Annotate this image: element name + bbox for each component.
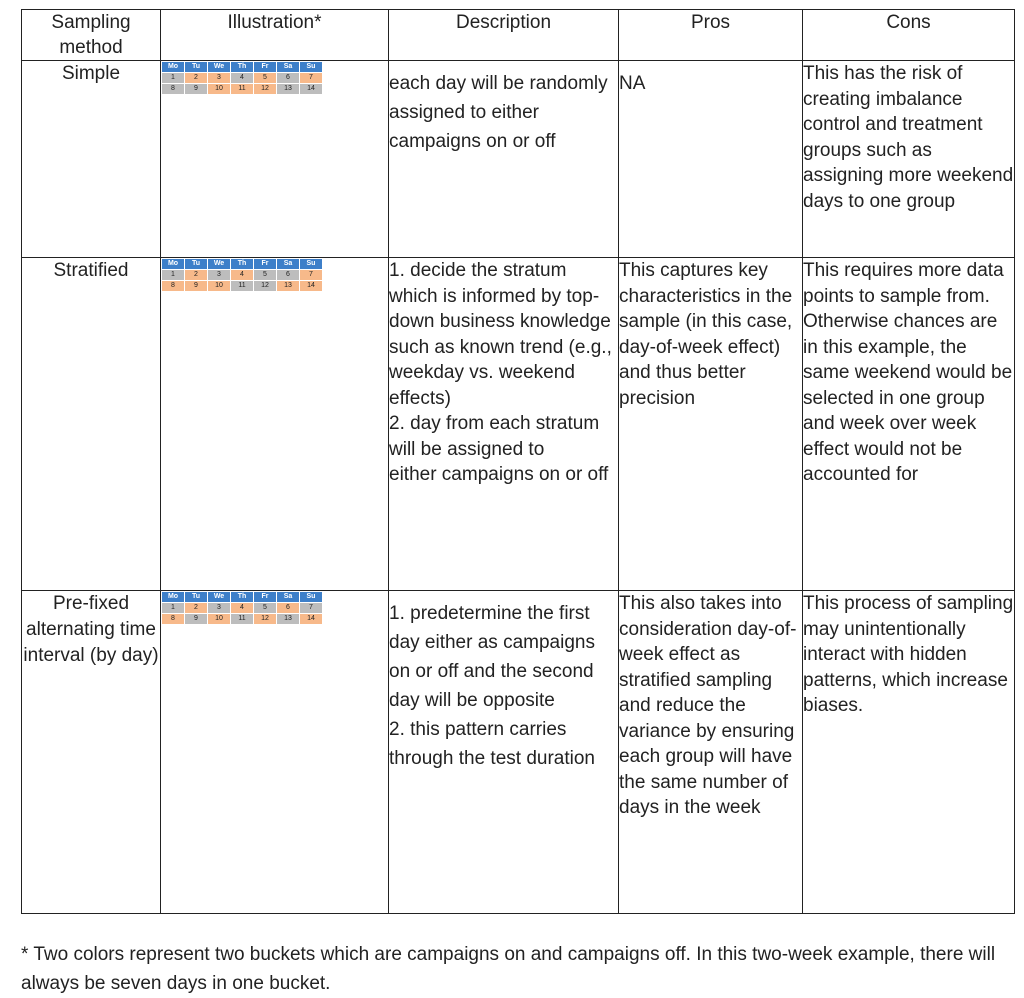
calendar-day-cell: 1 <box>162 270 185 281</box>
sampling-methods-table <box>21 9 1015 914</box>
calendar-day-cell: 9 <box>185 84 208 95</box>
calendar-day-label: Sa <box>277 259 300 270</box>
calendar-day-label: Tu <box>185 259 208 270</box>
calendar-day-label: Su <box>300 259 323 270</box>
calendar-day-cell: 7 <box>300 73 323 84</box>
method-cell: Simple <box>22 61 161 258</box>
header-cons: Cons <box>803 10 1015 61</box>
cons-cell: This has the risk of creating imbalance control and treatment groups such as assigning more weekend days to one group <box>803 61 1015 258</box>
calendar-day-label: We <box>208 62 231 73</box>
calendar-day-cell: 6 <box>277 270 300 281</box>
calendar-day-cell: 3 <box>208 73 231 84</box>
calendar-day-cell: 10 <box>208 614 231 625</box>
calendar-week-row <box>162 281 323 292</box>
calendar-day-label: Sa <box>277 62 300 73</box>
header-sampling-method: Sampling method <box>22 10 161 61</box>
calendar-header-row <box>162 592 323 603</box>
header-illustration: Illustration* <box>161 10 389 61</box>
calendar-day-cell: 5 <box>254 73 277 84</box>
calendar-day-label: Th <box>231 62 254 73</box>
table-row-simple <box>22 61 1015 258</box>
calendar-day-label: We <box>208 259 231 270</box>
calendar-day-cell: 7 <box>300 270 323 281</box>
description-cell: 1. decide the stratum which is informed by top-down business knowledge such as known trend (e.g., weekday vs. weekend effects) 2. day from each stratum will be assigned to either campaigns on or off <box>389 258 619 591</box>
calendar-day-label: We <box>208 592 231 603</box>
calendar-day-cell: 13 <box>277 281 300 292</box>
cons-cell: This requires more data points to sample from. Otherwise chances are in this example, the same weekend would be selected in one group and week over week effect would not be accounted for <box>803 258 1015 591</box>
calendar-day-cell: 11 <box>231 614 254 625</box>
calendar-header-row <box>162 259 323 270</box>
calendar-day-label: Fr <box>254 62 277 73</box>
calendar-day-cell: 11 <box>231 281 254 292</box>
calendar-day-cell: 8 <box>162 84 185 95</box>
calendar-day-label: Th <box>231 259 254 270</box>
cons-cell: This process of sampling may unintentionally interact with hidden patterns, which increase biases. <box>803 591 1015 914</box>
calendar-day-label: Su <box>300 592 323 603</box>
calendar-day-cell: 5 <box>254 603 277 614</box>
method-cell: Stratified <box>22 258 161 591</box>
calendar-illustration <box>161 591 323 625</box>
pros-cell: NA <box>619 61 803 258</box>
calendar-day-label: Mo <box>162 592 185 603</box>
calendar-day-cell: 10 <box>208 84 231 95</box>
calendar-day-cell: 3 <box>208 603 231 614</box>
calendar-week-row <box>162 84 323 95</box>
calendar-day-label: Fr <box>254 259 277 270</box>
description-cell: 1. predetermine the first day either as campaigns on or off and the second day will be opposite 2. this pattern carries through the test duration <box>389 591 619 914</box>
calendar-day-cell: 1 <box>162 603 185 614</box>
pros-cell: This captures key characteristics in the sample (in this case, day-of-week effect) and thus better precision <box>619 258 803 591</box>
calendar-day-cell: 5 <box>254 270 277 281</box>
calendar-week-row <box>162 603 323 614</box>
table-row-alternating <box>22 591 1015 914</box>
calendar-day-cell: 2 <box>185 603 208 614</box>
calendar-day-cell: 8 <box>162 281 185 292</box>
calendar-day-cell: 2 <box>185 73 208 84</box>
calendar-day-cell: 6 <box>277 73 300 84</box>
pros-cell: This also takes into consideration day-of-week effect as stratified sampling and reduce the variance by ensuring each group will have the same number of days in the week <box>619 591 803 914</box>
calendar-day-cell: 9 <box>185 614 208 625</box>
table-row-stratified <box>22 258 1015 591</box>
calendar-header-row <box>162 62 323 73</box>
calendar-day-cell: 13 <box>277 84 300 95</box>
calendar-illustration <box>161 258 323 292</box>
calendar-day-cell: 11 <box>231 84 254 95</box>
calendar-day-label: Mo <box>162 62 185 73</box>
header-description: Description <box>389 10 619 61</box>
calendar-day-cell: 12 <box>254 84 277 95</box>
calendar-day-cell: 4 <box>231 603 254 614</box>
calendar-day-label: Fr <box>254 592 277 603</box>
header-pros: Pros <box>619 10 803 61</box>
calendar-day-cell: 14 <box>300 84 323 95</box>
method-cell: Pre-fixed alternating time interval (by day) <box>22 591 161 914</box>
calendar-day-cell: 14 <box>300 281 323 292</box>
calendar-day-label: Tu <box>185 592 208 603</box>
calendar-day-cell: 12 <box>254 281 277 292</box>
illustration-cell <box>161 61 389 258</box>
header-row <box>22 10 1015 61</box>
illustration-cell <box>161 258 389 591</box>
calendar-day-cell: 8 <box>162 614 185 625</box>
calendar-day-cell: 10 <box>208 281 231 292</box>
calendar-week-row <box>162 614 323 625</box>
calendar-day-cell: 6 <box>277 603 300 614</box>
illustration-cell <box>161 591 389 914</box>
calendar-day-cell: 1 <box>162 73 185 84</box>
calendar-day-label: Th <box>231 592 254 603</box>
calendar-illustration <box>161 61 323 95</box>
calendar-day-cell: 9 <box>185 281 208 292</box>
calendar-day-label: Sa <box>277 592 300 603</box>
description-cell: each day will be randomly assigned to either campaigns on or off <box>389 61 619 258</box>
calendar-day-label: Tu <box>185 62 208 73</box>
calendar-day-cell: 12 <box>254 614 277 625</box>
calendar-day-cell: 7 <box>300 603 323 614</box>
calendar-day-cell: 13 <box>277 614 300 625</box>
calendar-day-label: Mo <box>162 259 185 270</box>
calendar-day-cell: 4 <box>231 73 254 84</box>
calendar-day-cell: 4 <box>231 270 254 281</box>
calendar-day-cell: 3 <box>208 270 231 281</box>
calendar-week-row <box>162 270 323 281</box>
calendar-day-label: Su <box>300 62 323 73</box>
footnote: * Two colors represent two buckets which are campaigns on and campaigns off. In this two-week example, there will always be seven days in one bucket. <box>21 944 996 994</box>
calendar-day-cell: 2 <box>185 270 208 281</box>
calendar-week-row <box>162 73 323 84</box>
calendar-day-cell: 14 <box>300 614 323 625</box>
